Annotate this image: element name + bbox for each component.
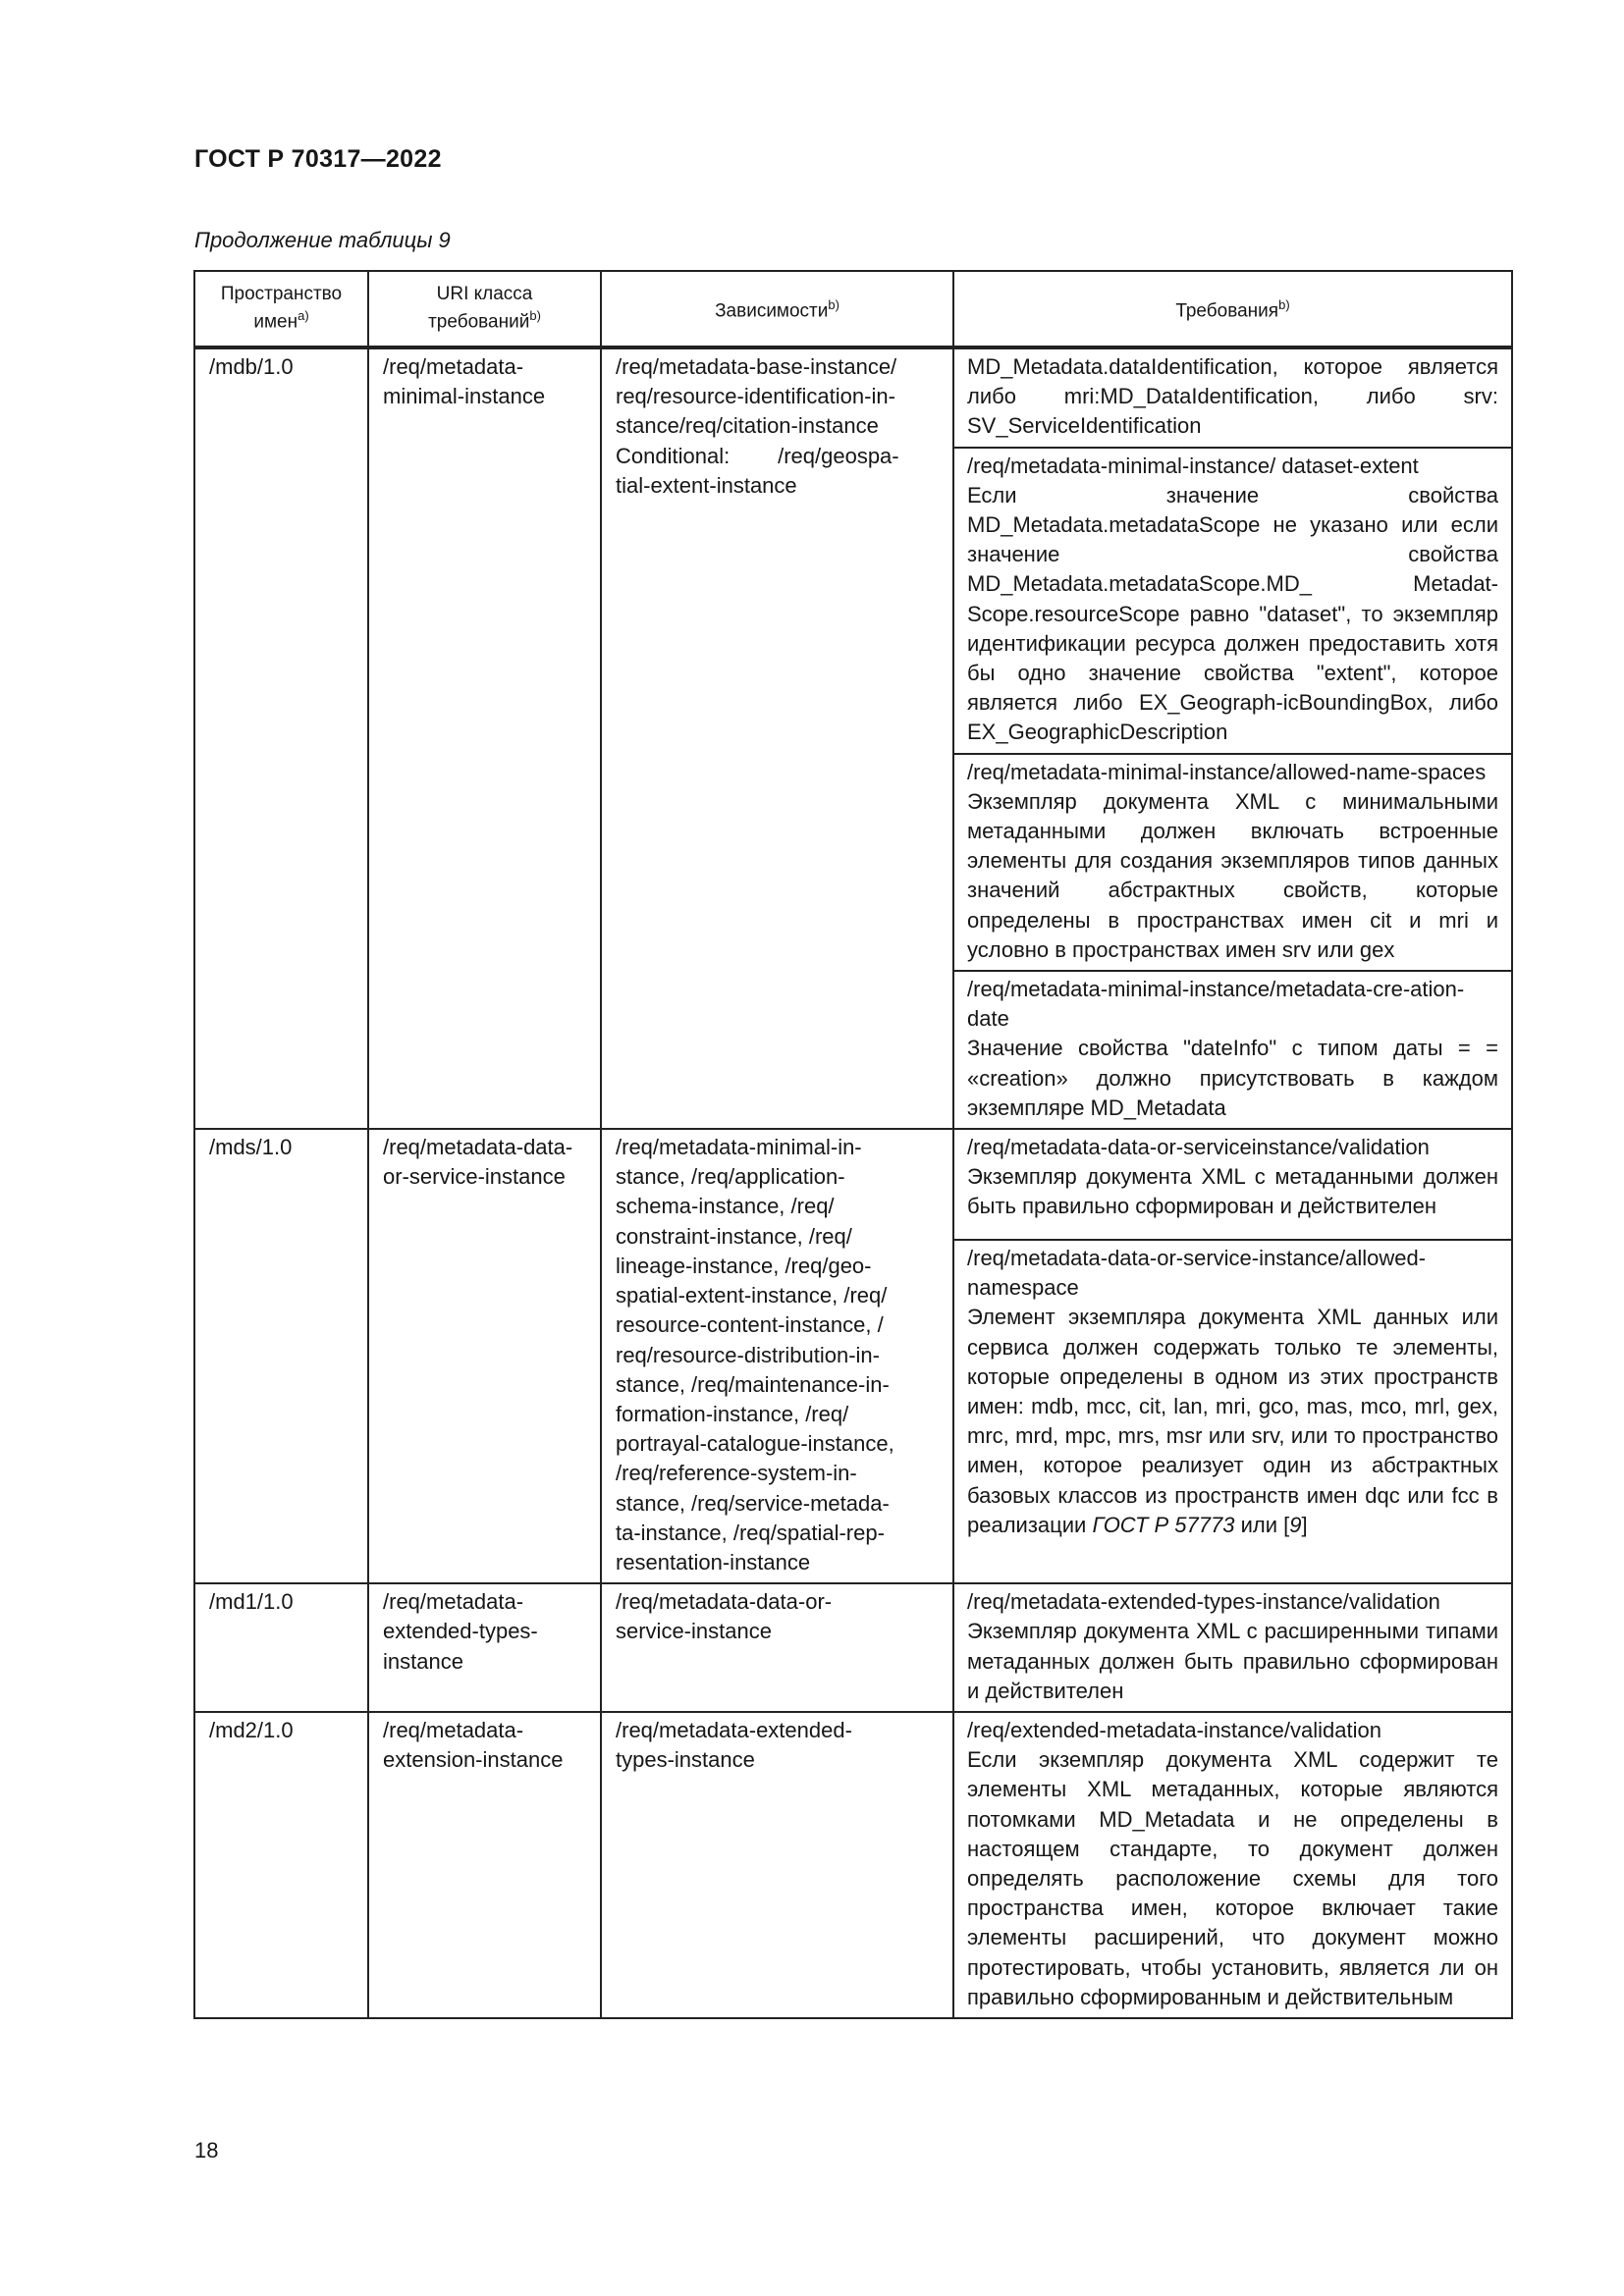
namespace-cell: /mds/1.0 [194,1129,368,1583]
table-caption: Продолжение таблицы 9 [194,228,451,252]
requirement-cell: /req/metadata-data-or-serviceinstance/validation Экземпляр документа XML с метаданными должен быть правильно сформирован и действителен [953,1129,1512,1240]
table-header-row [194,271,1512,347]
table-row [194,1583,1512,1712]
requirements-table [193,270,1513,2019]
requirement-cell: /req/metadata-data-or-service-instance/allowed-namespace Элемент экземпляра документа XML данных или сервиса должен содержать только те элементы, которые определены в одном из этих пространств имен: mdb, mcc, cit, lan, mri, gco, mas, mco, mrl, gex, mrc, mrd, mpc, mrs, msr или srv, или то пространство имен, которое реализует один из абстрактных базовых классов из пространств имен dqc или fcc в реализации ГОСТ Р 57773 или [9] [953,1240,1512,1583]
uri-cell: /req/metadata-data- or-service-instance [368,1129,601,1583]
dependencies-cell: /req/metadata-data-or- service-instance [601,1583,953,1712]
requirement-cell: /req/metadata-extended-types-instance/validation Экземпляр документа XML с расширенными типами метаданных должен быть правильно сформирован и действителен [953,1583,1512,1712]
table-row [194,347,1512,448]
table-row [194,1129,1512,1240]
page-number: 18 [194,2138,219,2163]
dependencies-cell: /req/metadata-base-instance/ req/resource-identification-in- stance/req/citation-instance Conditional: /req/geospa- tial-extent-instance [601,347,953,1129]
uri-cell: /req/metadata- extension-instance [368,1712,601,2018]
namespace-cell: /mdb/1.0 [194,347,368,1129]
header-requirements: Требования$^{b)}$ [953,271,1512,347]
namespace-cell: /md1/1.0 [194,1583,368,1712]
requirement-cell: /req/metadata-minimal-instance/metadata-cre-ation-date Значение свойства "dateInfo" с типом даты = = «creation» должно присутствовать в каждом экземпляре MD_Metadata [953,971,1512,1129]
dependencies-cell: /req/metadata-extended- types-instance [601,1712,953,2018]
uri-cell: /req/metadata- extended-types- instance [368,1583,601,1712]
requirement-cell: /req/extended-metadata-instance/validation Если экземпляр документа XML содержит те элементы XML метаданных, которые являются потомками MD_Metadata и не определены в настоящем стандарте, то документ должен определять расположение схемы для того пространства имен, которое включает такие элементы расширений, что документ можно протестировать, чтобы установить, является ли он правильно сформированным и действительным [953,1712,1512,2018]
document-standard-header: ГОСТ Р 70317—2022 [194,145,442,173]
requirement-cell: MD_Metadata.dataIdentification, которое является либо mri:MD_DataIdentification, либо srv: SV_ServiceIdentification [953,347,1512,448]
header-dependencies: Зависимости$^{b)}$ [601,271,953,347]
header-uri: URI класса требований$^{b)}$ [368,271,601,347]
header-namespace: Пространство имен$^{a)}$ [194,271,368,347]
namespace-cell: /md2/1.0 [194,1712,368,2018]
table-row [194,1712,1512,2018]
requirement-cell: /req/metadata-minimal-instance/allowed-name-spaces Экземпляр документа XML с минимальными метаданными должен включать встроенные элементы для создания экземпляров типов данных значений абстрактных свойств, которые определены в пространствах имен cit и mri и условно в пространствах имен srv или gex [953,754,1512,971]
requirement-cell: /req/metadata-minimal-instance/ dataset-extent Если значение свойства MD_Metadata.metadataScope не указано или если значение свойства MD_Metadata.metadataScope.MD_ Metadat-Scope.resourceScope равно "dataset", то экземпляр идентификации ресурса должен предоставить хотя бы одно значение свойства "extent", которое является либо EX_Geograph-icBoundingBox, либо EX_GeographicDescription [953,448,1512,754]
uri-cell: /req/metadata- minimal-instance [368,347,601,1129]
dependencies-cell: /req/metadata-minimal-in- stance, /req/application- schema-instance, /req/ constraint-instance, /req/ lineage-instance, /req/geo- spatial-extent-instance, /req/ resource-content-instance, / req/resource-distribution-in- stance, /req/maintenance-in- formation-instance, /req/ portrayal-catalogue-instance, /req/reference-system-in- stance, /req/service-metada- ta-instance, /req/spatial-rep- resentation-instance [601,1129,953,1583]
